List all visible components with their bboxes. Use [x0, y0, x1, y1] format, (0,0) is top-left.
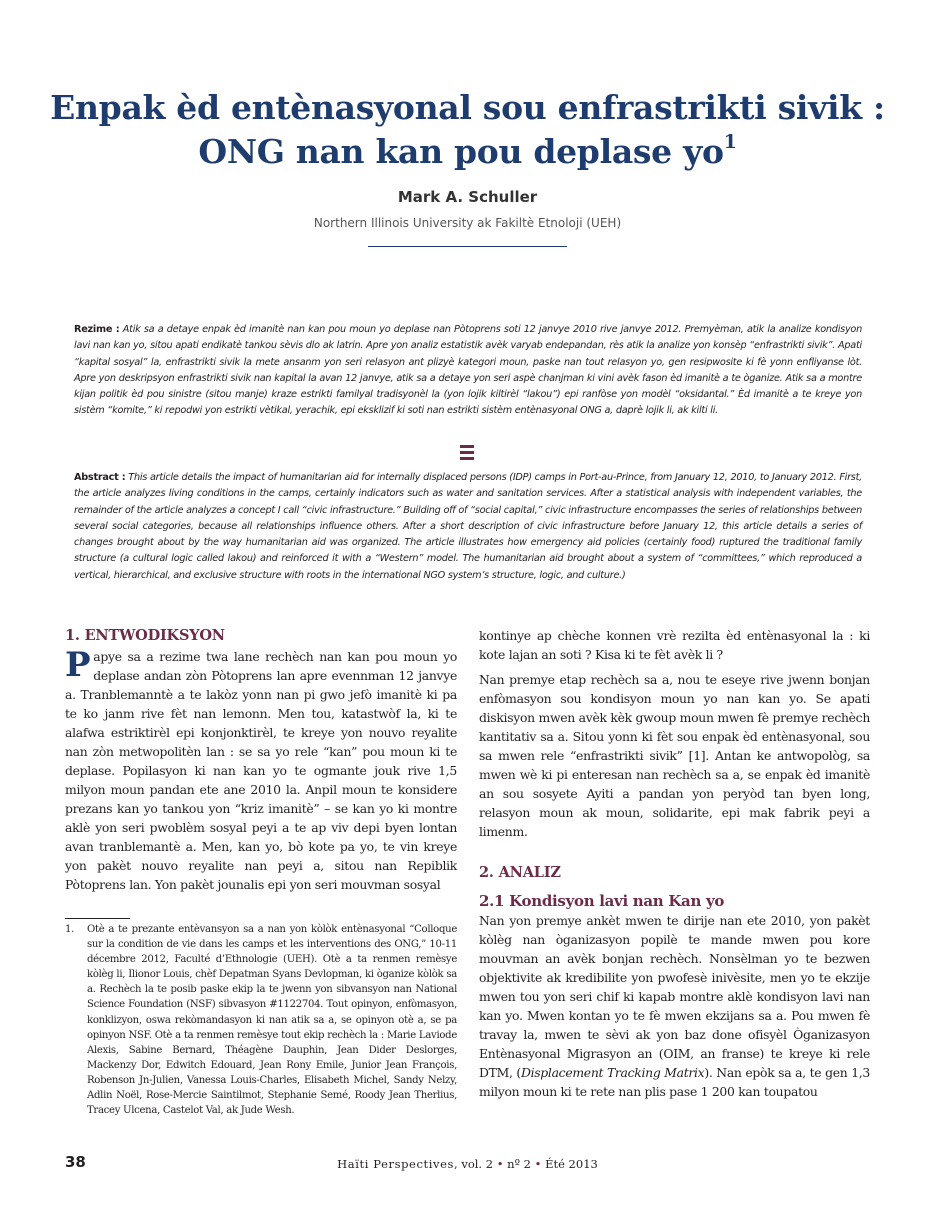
intro-paragraph — [65, 647, 457, 894]
subsection-heading-2-1: 2.1 Kondisyon lavi nan Kan yo — [479, 892, 725, 910]
footer-bullet-1: • — [496, 1157, 504, 1171]
section-separator-icon — [460, 445, 474, 461]
footnote-ref[interactable]: 1 — [723, 131, 737, 153]
footnote-text: Otè a te prezante entèvansyon sa a nan yon kòlòk entènasyonal “Colloque sur la condition de vie dans les camps et les interventions des ONG,” 10-11 décembre 2012, Faculté d’Ethnologie (UEH). Otè a ta renmen remèsye kòlèg li, Ilionor Louis, chèf Depatman Syans Devlopman, ki òganize kòlòk sa a. Rechèch la te posib paske ekip la te jwenn yon sibvansyon nan National Science Foundation (NSF) sibvasyon #1122704. Tout opinyon, enfòmasyon, konklizyon, oswa rekòmandasyon ki nan atik sa a, se opinyon otè a, se pa opinyon NSF. Otè a ta renmen remèsye tout ekip rechèch la : Marie Laviode Alexis, Sabine Bernard, Théagène Dauphin, Jean Dider Deslorges, Mackenzy Dor, Edwitch Edouard, Jean Rony Emile, Junior Jean François, Robenson Jn-Julien, Vanessa Louis-Charles, Elisabeth Michel, Sandy Nelzy, Adlin Noël, Rose-Mercie Saintilmot, Stephanie Semé, Roody Jean Therlius, Tracey Ulcena, Castelot Val, ak Jude Wesh. — [87, 924, 457, 1117]
article-title — [40, 86, 895, 174]
section-heading-intro: 1. ENTWODIKSYON — [65, 627, 225, 644]
page-number: 38 — [65, 1153, 86, 1171]
left-column — [65, 626, 457, 894]
abstract-label: Abstract : — [74, 472, 126, 483]
para3-italic-term: Displacement Tracking Matrix — [520, 1065, 705, 1080]
footnote-divider — [65, 918, 130, 919]
para3-text-a: Nan yon premye ankèt mwen te dirije nan ete 2010, yon pakèt kòlèg nan òganizasyon popilè te mande mwen pou kore mouvman an avèk bonjan rechèch. Nonsèlman yo te bezwen objektivite ak kredibilite yon pwofesè inivèsite, men yo te ekzije mwen tou yon seri chif ki kapab montre aklè kondisyon lavi nan kan yo. Mwen kontan yo te fè mwen ekzijans sa a. Pou mwen fè travay la, mwen te sèvi ak yon baz done ofisyèl Òganizasyon Entènasyonal Migrasyon an (OIM, an franse) te kreye ki rele DTM, ( — [479, 913, 870, 1080]
journal-issue: nº 2 — [507, 1157, 531, 1171]
abstract-block — [74, 470, 862, 584]
para3-text-b: ). Nan epòk sa a, te gen 1,3 milyon moun ki te rete nan plis pase 1 200 kan toupatou — [479, 1065, 870, 1099]
title-line-1: Enpak èd entènasyonal sou enfrastrikti sivik : — [50, 88, 885, 127]
rezime-text: Atik sa a detaye enpak èd imanitè nan kan pou moun yo deplase nan Pòtoprens soti 12 janvye 2010 rive janvye 2012. Premyèman, atik la analize kondisyon lavi nan kan yo, sitou apati endikatè tankou sèvis dlo ak latrin. Apre yon analiz estatistik avèk varyab endepandan, rès atik la analize yon konsèp “enfrastrikti sivik”. Apati “kapital sosyal” la, enfrastrikti sivik la mete ansanm yon seri relasyon ant plizyè kategori moun, paske nan tout relasyon yo, gen resipwosite ki fè yonn enfliyanse lòt. Apre yon deskripsyon enfrastrikti sivik nan kapital la avan 12 janvye, atik sa a detaye yon seri aspè chanjman ki vini avèk fason èd imanitè a te òganize. Atik sa a montre kijan politik èd pou sinistre (sitou manje) kraze estrikti familyal tradisyonèl la (yon lojik kiltirèl “lakou”) epi ranfòse yon modèl “oksidantal.” Èd imanitè a te kreye yon sistèm “komite,” ki repodwi yon estrikti vètikal, yerachik, epi eksklizif ki soti nan estrikti sistèm entènasyonal ONG a, daprè lojik li, ak kilti li. — [74, 324, 862, 417]
title-line-2-text: ONG nan kan pou deplase yo — [198, 132, 724, 171]
footer-bullet-2: • — [534, 1157, 542, 1171]
title-divider — [368, 246, 567, 247]
abstract-text: This article details the impact of humanitarian aid for internally displaced persons (IDP) camps in Port-au-Prince, from January 12, 2010, to January 2012. First, the article analyzes living conditions in the camps, certainly indicators such as water and sanitation services. After a statistical analysis with independent variables, the remainder of the article analyzes a concept I call “civic infrastructure.” Building off of “social capital,” civic infrastructure encompasses the series of relationships between several social categories, because all relationships influence others. After a short description of civic infrastructure before January 12, this article details a series of changes brought about by the way humanitarian aid was organized. The article illustrates how emergency aid policies (certainly food) ruptured the traditional family structure (a cultural logic called lakou) and reinforced it with a “Western” model. The humanitarian aid brought about a system of “committees,” which reproduced a vertical, hierarchical, and exclusive structure with roots in the international NGO system’s structure, logic, and culture.) — [74, 472, 862, 581]
journal-season: Été 2013 — [545, 1157, 598, 1171]
title-line-2 — [40, 130, 895, 174]
journal-name: Haïti Perspectives — [337, 1157, 455, 1171]
rezime-label: Rezime : — [74, 324, 120, 335]
right-paragraph-2: Nan premye etap rechèch sa a, nou te eseye rive jwenn bonjan enfòmasyon sou kondisyon moun yo nan kan yo. Se apati diskisyon mwen avèk kèk gwoup moun mwen fè premye rechèch kantitativ sa a. Sitou yonn ki fèt sou enpak èd entènasyonal, sou sa mwen rele “enfrastrikti sivik” [1]. Antan ke antwopològ, sa mwen wè ki pi enteresan nan rechèch sa a, se enpak èd imanitè an sou sosyete Ayiti a pandan yon peryòd tan byen long, relasyon moun ak moun, solidarite, epi mak fabrik peyi a limenm. — [479, 672, 870, 839]
journal-volume: , vol. 2 — [454, 1157, 494, 1171]
rezime-block — [74, 322, 862, 420]
footnote-number: 1. — [65, 924, 75, 935]
footnote — [65, 922, 457, 1118]
author-name: Mark A. Schuller — [397, 188, 538, 206]
drop-cap: P — [65, 645, 91, 685]
right-paragraph-1: kontinye ap chèche konnen vrè rezilta èd entènasyonal la : ki kote lajan an soti ? Kisa ki te fèt avèk li ? — [479, 628, 870, 662]
right-column — [479, 626, 870, 1101]
author-affiliation: Northern Illinois University ak Fakiltè Etnoloji (UEH) — [313, 216, 622, 230]
intro-paragraph-text: apye sa a rezime twa lane rechèch nan kan pou moun yo deplase andan zòn Pòtoprens lan apre evennman 12 janvye a. Tranblemanntè a te lakòz yonn nan pi gwo jefò imanitè ki pa te ko janm rive fèt nan lemonn. Men tou, katastwòf la, ki te alafwa estriktirèl epi konjonktirèl, te kreye yon nouvo reyalite nan zòn metwopolitèn lan : se sa yo rele “kan” pou moun ki te deplase. Popilasyon ki nan kan yo te ogmante jouk rive 1,5 milyon moun pandan ete ane 2010 la. Anpil moun te konsidere prezans kan yo tankou yon “kriz imanitè” – se kan yo ki montre aklè yon seri pwoblèm sosyal peyi a te ap viv depi byen lontan avan tranblemantè a. Men, kan yo, bò kote pa yo, te vin kreye yon pakèt nouvo reyalite nan peyi a, sitou nan Repiblik Pòtoprens lan. Yon pakèt jounalis epi yon seri mouvman sosyal — [65, 649, 457, 892]
section-heading-analiz: 2. ANALIZ — [479, 864, 561, 881]
right-paragraph-3 — [479, 911, 870, 1101]
journal-footer — [0, 1157, 935, 1171]
